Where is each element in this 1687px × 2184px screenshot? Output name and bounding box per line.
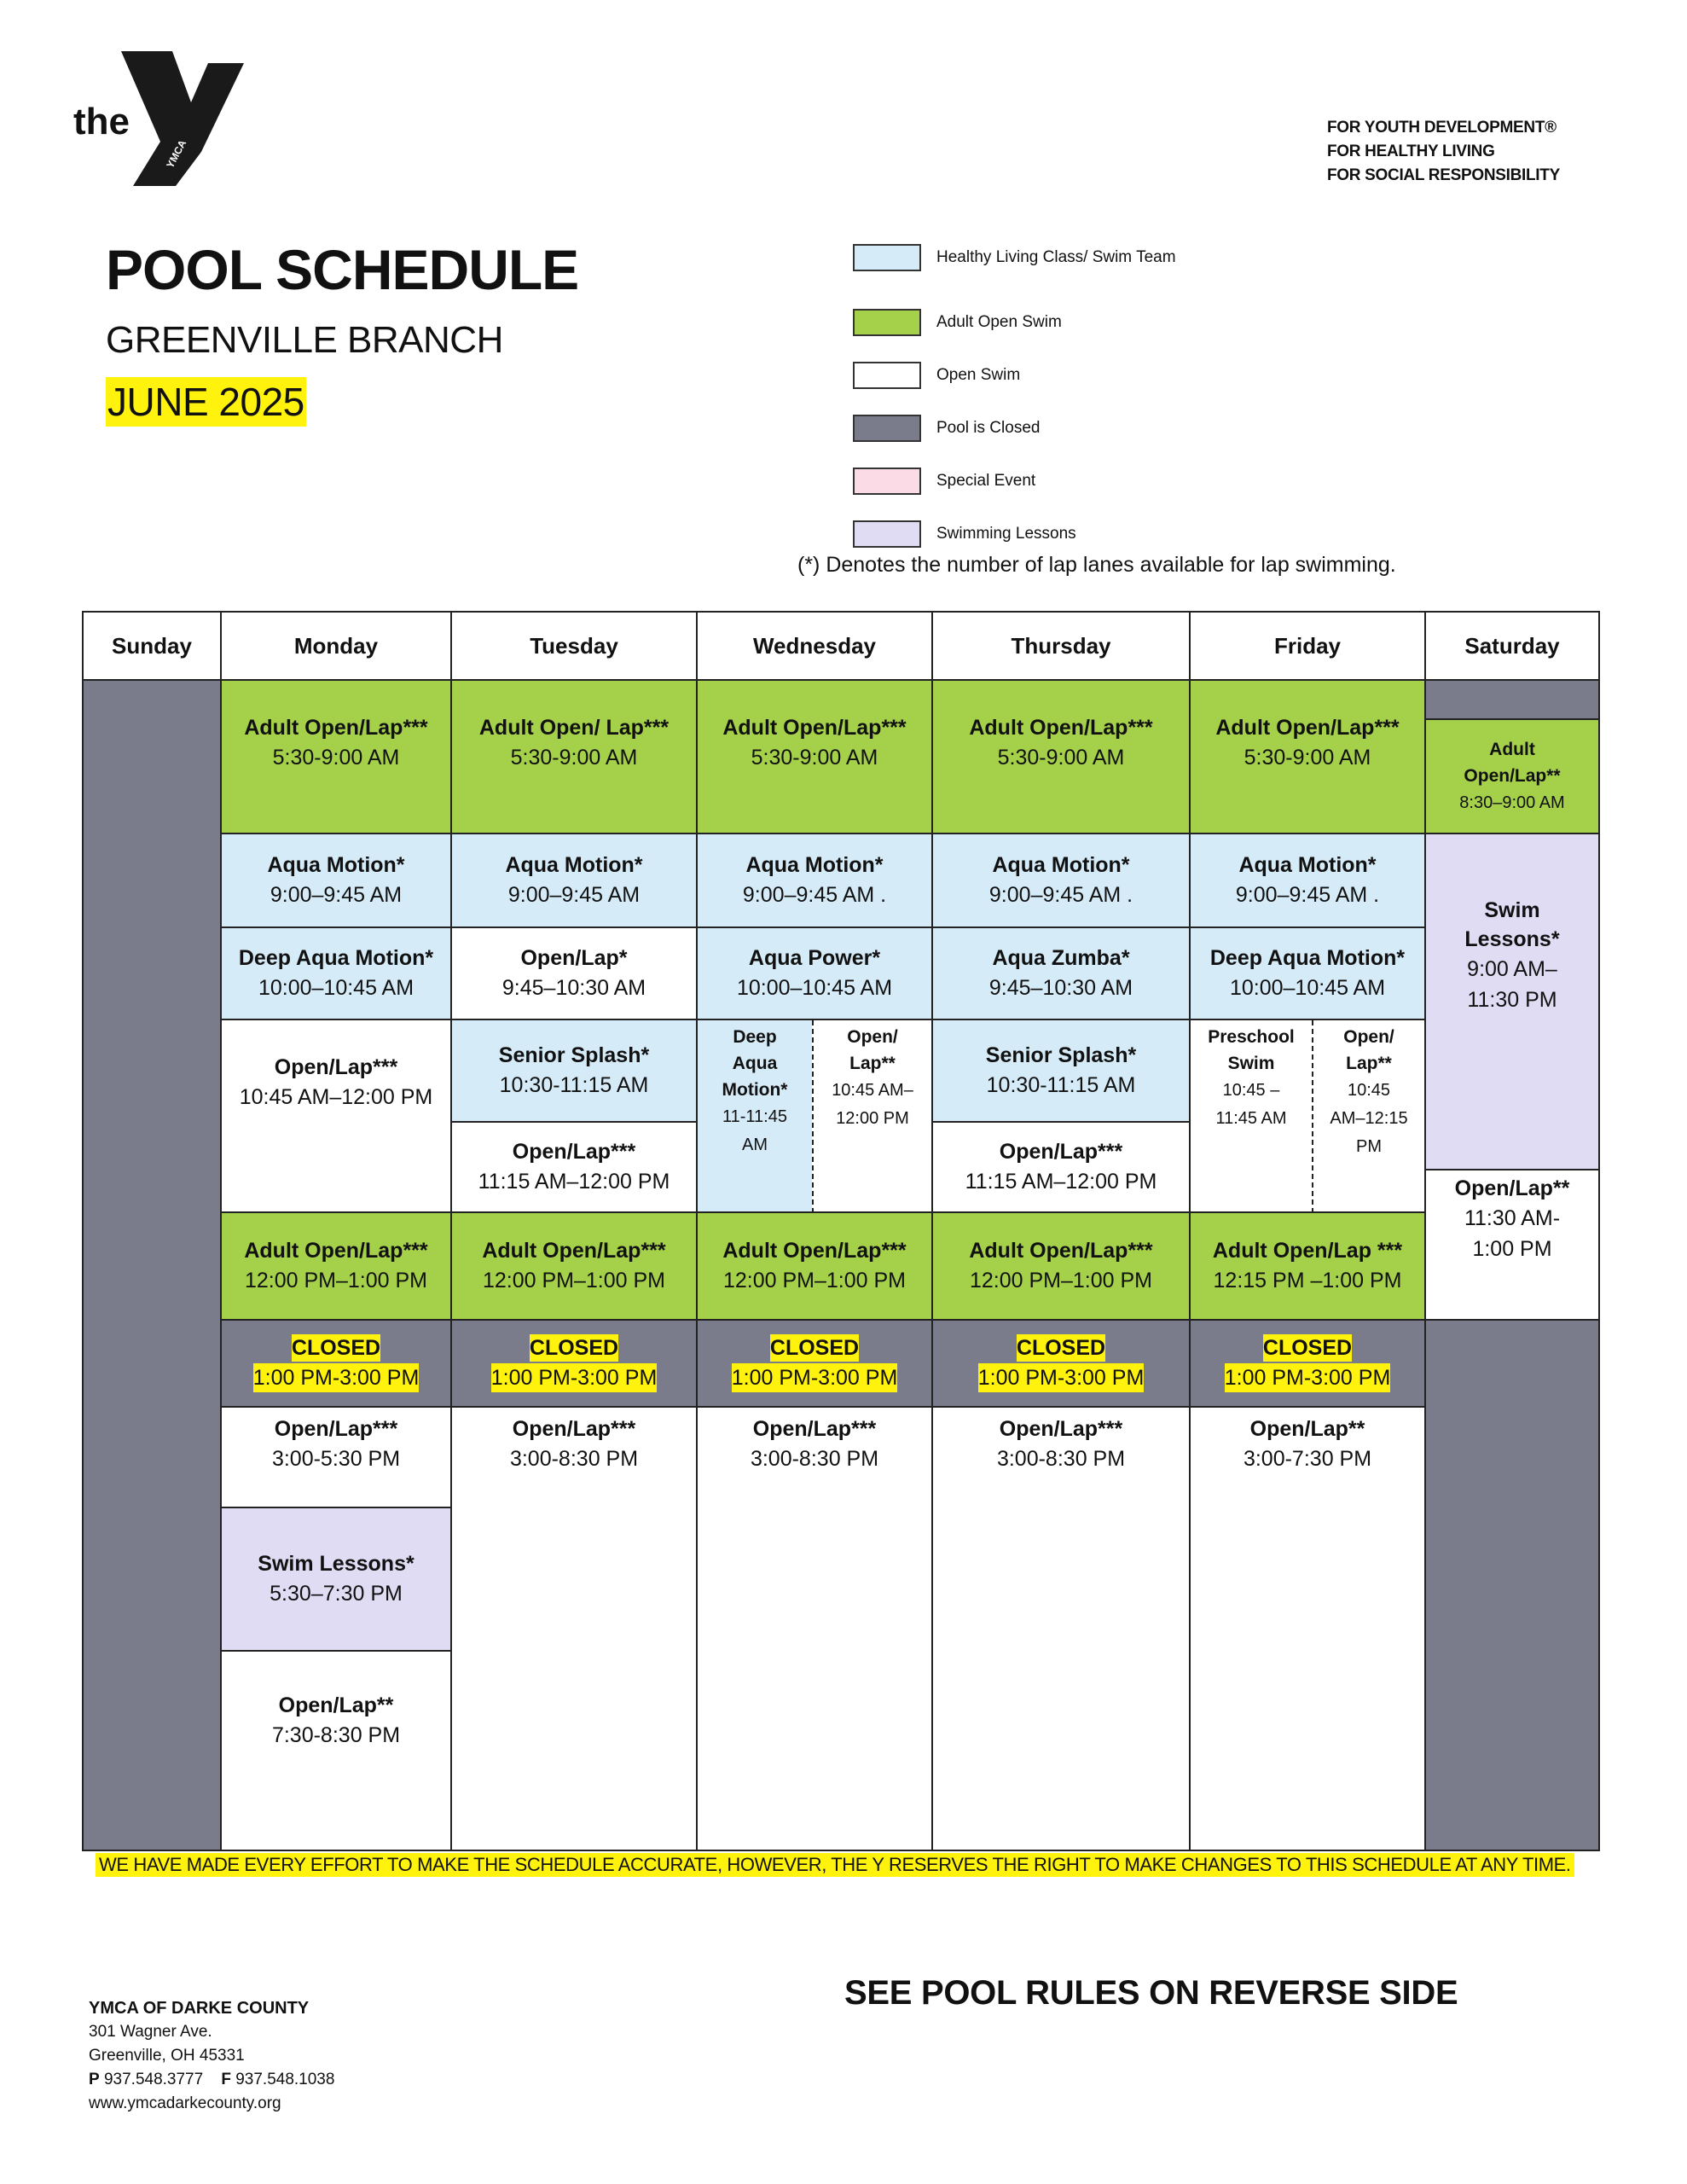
event-time: 10:45 AM–12:00 PM xyxy=(239,1085,433,1109)
legend-label: Healthy Living Class/ Swim Team xyxy=(936,248,1176,266)
schedule-event xyxy=(1191,1020,1312,1213)
schedule-event xyxy=(698,834,933,928)
event-title: Open/Lap*** xyxy=(752,1417,877,1441)
event-time: 10:30-11:15 AM xyxy=(986,1073,1136,1097)
phone-number: 937.548.3777 xyxy=(103,2071,204,2088)
page-title: POOL SCHEDULE xyxy=(106,238,579,301)
legend-item xyxy=(853,462,1035,500)
event-time: 5:30-9:00 AM xyxy=(997,746,1125,770)
closed-label: CLOSED xyxy=(1016,1336,1106,1360)
legend-item xyxy=(853,304,1062,341)
closed-block xyxy=(1191,1321,1426,1408)
tagline-line: FOR HEALTHY LIVING xyxy=(1327,142,1495,160)
event-time-line: 10:45 xyxy=(1347,1081,1391,1100)
event-time: 9:45–10:30 AM xyxy=(501,976,646,1000)
schedule-event xyxy=(222,1020,452,1213)
saturday-closed-block xyxy=(1426,1321,1600,1851)
closed-time: 1:00 PM-3:00 PM xyxy=(1225,1363,1391,1392)
schedule-event xyxy=(222,1652,452,1851)
event-time-line: 11:30 PM xyxy=(1467,988,1557,1012)
event-title: Adult Open/Lap*** xyxy=(722,716,907,740)
legend-item xyxy=(853,515,1076,553)
legend-swatch xyxy=(853,415,921,442)
event-title: Adult Open/Lap*** xyxy=(969,716,1153,740)
schedule-event xyxy=(698,1408,933,1851)
event-title-line: Open/ xyxy=(847,1027,898,1047)
legend-swatch xyxy=(853,309,921,336)
schedule-event xyxy=(1426,1170,1600,1321)
event-time: 10:00–10:45 AM xyxy=(1229,976,1386,1000)
event-title: Open/Lap** xyxy=(1249,1417,1365,1441)
schedule-disclaimer: WE HAVE MADE EVERY EFFORT TO MAKE THE SCHEDULE ACCURATE, HOWEVER, THE Y RESERVES THE RIGHT TO MAKE CHANGES TO THIS SCHEDULE AT ANY TIME. xyxy=(96,1853,1574,1877)
lap-lanes-note: (*) Denotes the number of lap lanes available for lap swimming. xyxy=(797,553,1396,577)
event-time: 7:30-8:30 PM xyxy=(271,1723,401,1747)
schedule-event xyxy=(452,928,698,1020)
tagline xyxy=(1327,116,1560,188)
event-time: 12:15 PM –1:00 PM xyxy=(1213,1269,1402,1292)
org-name: YMCA OF DARKE COUNTY xyxy=(89,1999,310,2018)
schedule-event xyxy=(933,1408,1191,1851)
logo-ymca-text: YMCA xyxy=(164,137,189,171)
event-title-line: Aqua xyxy=(732,1054,778,1073)
phone-line xyxy=(89,2068,334,2092)
schedule-event xyxy=(452,1020,698,1123)
event-title: Aqua Motion* xyxy=(992,853,1130,877)
event-time-line: 12:00 PM xyxy=(836,1109,909,1128)
schedule-event xyxy=(698,1020,812,1213)
day-header-monday: Monday xyxy=(222,613,452,681)
event-time: 9:00–9:45 AM xyxy=(507,883,641,907)
legend-label: Open Swim xyxy=(936,366,1021,384)
legend-label: Pool is Closed xyxy=(936,419,1041,437)
closed-block xyxy=(452,1321,698,1408)
legend-swatch xyxy=(853,244,921,271)
legend-swatch xyxy=(853,362,921,389)
event-title-line: Lap** xyxy=(849,1054,896,1073)
event-title: Adult Open/Lap*** xyxy=(969,1239,1153,1263)
schedule-event xyxy=(1191,1408,1426,1851)
event-time-line: 11-11:45 xyxy=(722,1107,787,1126)
schedule-event xyxy=(933,1213,1191,1321)
tagline-line: FOR SOCIAL RESPONSIBILITY xyxy=(1327,166,1560,184)
closed-label: CLOSED xyxy=(291,1336,381,1360)
event-time-line: AM–12:15 xyxy=(1330,1109,1408,1128)
event-time: 3:00-8:30 PM xyxy=(750,1447,879,1471)
event-title: Adult Open/Lap*** xyxy=(244,1239,428,1263)
schedule-event xyxy=(1191,928,1426,1020)
event-time: 3:00-7:30 PM xyxy=(1243,1447,1372,1471)
schedule-event xyxy=(452,834,698,928)
schedule-event xyxy=(812,1020,933,1213)
closed-label: CLOSED xyxy=(529,1336,619,1360)
event-title-line: Adult xyxy=(1489,739,1535,759)
schedule-event xyxy=(222,1408,452,1508)
phone-label: P xyxy=(89,2071,100,2088)
closed-block xyxy=(222,1321,452,1408)
event-title: Aqua Zumba* xyxy=(992,946,1130,970)
schedule-event xyxy=(933,928,1191,1020)
ymca-y-logo-icon xyxy=(119,49,247,188)
event-time: 5:30-9:00 AM xyxy=(751,746,878,770)
event-time: 12:00 PM–1:00 PM xyxy=(722,1269,906,1292)
tagline-line: FOR YOUTH DEVELOPMENT® xyxy=(1327,119,1557,136)
event-time: 12:00 PM–1:00 PM xyxy=(244,1269,427,1292)
schedule-event xyxy=(1191,834,1426,928)
schedule-event xyxy=(452,1408,698,1851)
event-time: 9:00–9:45 AM xyxy=(270,883,403,907)
event-title: Open/Lap* xyxy=(520,946,628,970)
event-time-line: 11:30 AM- xyxy=(1464,1206,1561,1230)
event-title: Senior Splash* xyxy=(498,1043,650,1067)
event-time: 5:30-9:00 AM xyxy=(1244,746,1371,770)
event-time: 9:00–9:45 AM . xyxy=(1235,883,1380,907)
schedule-event xyxy=(222,928,452,1020)
event-title: Aqua Motion* xyxy=(267,853,405,877)
saturday-closed-block xyxy=(1426,681,1600,720)
legend-swatch xyxy=(853,520,921,548)
closed-block xyxy=(933,1321,1191,1408)
footer-address xyxy=(89,1996,334,2116)
event-time: 11:15 AM–12:00 PM xyxy=(478,1170,670,1194)
legend-item xyxy=(853,239,1176,276)
logo-the-text: the xyxy=(73,101,130,142)
event-time: 5:30-9:00 AM xyxy=(510,746,638,770)
event-time: 10:30-11:15 AM xyxy=(499,1073,649,1097)
event-time-line: 10:45 AM– xyxy=(832,1081,913,1100)
legend-label: Special Event xyxy=(936,472,1036,490)
day-header-saturday: Saturday xyxy=(1426,613,1600,681)
event-time: 5:30-9:00 AM xyxy=(272,746,400,770)
event-title-line: Swim xyxy=(1227,1054,1275,1073)
event-title-line: Motion* xyxy=(722,1080,788,1100)
event-title: Open/Lap*** xyxy=(274,1417,398,1441)
event-title: Adult Open/Lap*** xyxy=(1215,716,1400,740)
event-time: 3:00-5:30 PM xyxy=(271,1447,401,1471)
event-title: Adult Open/ Lap*** xyxy=(478,716,670,740)
day-header-tuesday: Tuesday xyxy=(452,613,698,681)
event-title: Open/Lap** xyxy=(278,1693,394,1717)
schedule-event xyxy=(933,681,1191,834)
sunday-closed-block xyxy=(84,681,222,1851)
event-time-line: 10:45 – xyxy=(1222,1081,1280,1100)
event-time: 9:00–9:45 AM . xyxy=(988,883,1133,907)
legend-swatch xyxy=(853,468,921,495)
event-title: Open/Lap*** xyxy=(999,1417,1123,1441)
fax-label: F xyxy=(221,2071,231,2088)
legend-label: Swimming Lessons xyxy=(936,525,1076,543)
pool-rules-note: SEE POOL RULES ON REVERSE SIDE xyxy=(844,1974,1458,2012)
event-title: Senior Splash* xyxy=(985,1043,1137,1067)
event-time: 10:00–10:45 AM xyxy=(736,976,893,1000)
event-title: Open/Lap*** xyxy=(999,1140,1123,1164)
event-title-line: Deep xyxy=(733,1027,777,1047)
event-time: 11:15 AM–12:00 PM xyxy=(965,1170,1157,1194)
schedule-event xyxy=(222,1508,452,1652)
branch-name: GREENVILLE BRANCH xyxy=(106,319,503,361)
event-time: 5:30–7:30 PM xyxy=(270,1582,403,1606)
event-title: Deep Aqua Motion* xyxy=(238,946,434,970)
event-title: Aqua Motion* xyxy=(1238,853,1377,877)
event-title: Swim Lessons* xyxy=(258,1552,415,1576)
event-title: Deep Aqua Motion* xyxy=(1209,946,1406,970)
schedule-event xyxy=(452,681,698,834)
event-time: 8:30–9:00 AM xyxy=(1459,793,1565,812)
day-header-thursday: Thursday xyxy=(933,613,1191,681)
event-time: 9:45–10:30 AM xyxy=(988,976,1133,1000)
schedule-event xyxy=(452,1123,698,1213)
event-title: Adult Open/Lap*** xyxy=(722,1239,907,1263)
event-time: 12:00 PM–1:00 PM xyxy=(969,1269,1152,1292)
event-title: Open/Lap** xyxy=(1454,1176,1570,1200)
closed-block xyxy=(698,1321,933,1408)
legend-item xyxy=(853,357,1020,394)
event-title: Open/Lap*** xyxy=(274,1055,398,1079)
website-link[interactable]: www.ymcadarkecounty.org xyxy=(89,2094,281,2112)
event-title-line: Preschool xyxy=(1208,1027,1295,1047)
closed-label: CLOSED xyxy=(1262,1336,1353,1360)
schedule-event xyxy=(1426,834,1600,1170)
fax-number: 937.548.1038 xyxy=(235,2071,335,2088)
legend-item xyxy=(853,410,1040,447)
event-title: Aqua Motion* xyxy=(745,853,884,877)
event-time-line: 9:00 AM– xyxy=(1467,957,1557,981)
schedule-event xyxy=(222,834,452,928)
event-time-line: AM xyxy=(742,1136,768,1154)
day-header-wednesday: Wednesday xyxy=(698,613,933,681)
closed-time: 1:00 PM-3:00 PM xyxy=(253,1363,420,1392)
event-title-line: Open/ xyxy=(1343,1027,1394,1047)
event-time-line: PM xyxy=(1356,1137,1382,1156)
schedule-event xyxy=(1191,1213,1426,1321)
event-time-line: 1:00 PM xyxy=(1472,1237,1552,1261)
schedule-event xyxy=(222,681,452,834)
closed-time: 1:00 PM-3:00 PM xyxy=(732,1363,898,1392)
closed-label: CLOSED xyxy=(769,1336,860,1360)
event-time-line: 11:45 AM xyxy=(1215,1109,1287,1128)
legend-label: Adult Open Swim xyxy=(936,313,1062,331)
schedule-event xyxy=(1426,720,1600,834)
schedule-grid xyxy=(82,611,1600,1851)
street-address: 301 Wagner Ave. xyxy=(89,2023,212,2041)
schedule-event xyxy=(933,834,1191,928)
closed-time: 1:00 PM-3:00 PM xyxy=(978,1363,1145,1392)
event-time: 3:00-8:30 PM xyxy=(509,1447,639,1471)
event-title: Aqua Motion* xyxy=(505,853,643,877)
event-title: Open/Lap*** xyxy=(512,1417,636,1441)
schedule-event xyxy=(933,1020,1191,1123)
event-title-line: Swim xyxy=(1484,898,1540,922)
schedule-event xyxy=(698,928,933,1020)
event-title: Adult Open/Lap *** xyxy=(1212,1239,1403,1263)
schedule-event xyxy=(698,1213,933,1321)
event-title-line: Lap** xyxy=(1346,1054,1392,1073)
event-time: 9:00–9:45 AM . xyxy=(742,883,887,907)
schedule-event xyxy=(933,1123,1191,1213)
schedule-event xyxy=(1312,1020,1426,1213)
day-header-friday: Friday xyxy=(1191,613,1426,681)
event-title: Open/Lap*** xyxy=(512,1140,636,1164)
closed-time: 1:00 PM-3:00 PM xyxy=(491,1363,658,1392)
schedule-event xyxy=(452,1213,698,1321)
schedule-event xyxy=(1191,681,1426,834)
event-title: Adult Open/Lap*** xyxy=(482,1239,666,1263)
event-time: 12:00 PM–1:00 PM xyxy=(482,1269,665,1292)
schedule-event xyxy=(222,1213,452,1321)
event-title-line: Lessons* xyxy=(1464,927,1560,951)
event-title: Adult Open/Lap*** xyxy=(244,716,428,740)
event-title: Aqua Power* xyxy=(748,946,881,970)
event-time: 3:00-8:30 PM xyxy=(996,1447,1126,1471)
schedule-month: JUNE 2025 xyxy=(106,377,306,427)
city-address: Greenville, OH 45331 xyxy=(89,2047,245,2065)
day-header-sunday: Sunday xyxy=(84,613,222,681)
schedule-event xyxy=(698,681,933,834)
event-title-line: Open/Lap** xyxy=(1464,765,1561,786)
event-time: 10:00–10:45 AM xyxy=(258,976,415,1000)
